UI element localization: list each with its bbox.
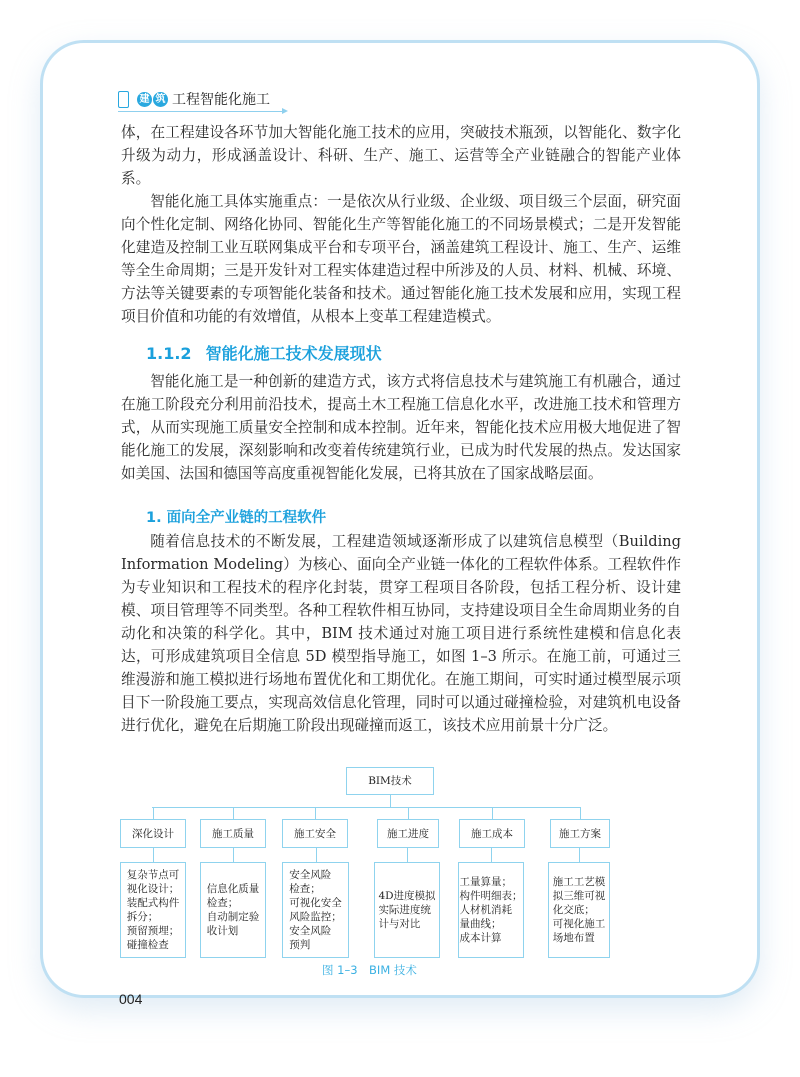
detail-line: 复杂节点可 [126,869,180,881]
detail-line: 风险监控； [289,911,342,923]
detail-box [120,862,186,958]
section-number: 1.1.2 [146,344,192,363]
detail-line: 可视化安全 [289,897,342,909]
body-text-bottom [121,530,681,737]
branch-box: 施工进度 [377,819,439,848]
detail-line: 构件明细表； [459,890,523,902]
connector-line [580,807,581,819]
page-number: 004 [119,991,143,1007]
body-text-mid [121,370,681,485]
connector-line [316,848,317,862]
detail-line: 量曲线； [459,918,502,930]
detail-line: 化交底； [552,904,595,916]
detail-line: 实际进度统 [378,904,431,916]
detail-line: 施工工艺模 [552,876,606,888]
connector-line [152,807,580,808]
detail-text [378,889,435,931]
connector-line [579,848,580,862]
connector-line [390,795,391,807]
detail-line: 拆分； [126,911,159,923]
connector-line [153,848,154,862]
detail-line: 计与对比 [378,918,421,930]
section-heading [146,342,681,366]
connector-line [492,807,493,819]
subsection-heading: 1. 面向全产业链的工程软件 [146,510,327,526]
detail-line: 场地布置 [552,932,595,944]
branch-box: 施工质量 [200,819,266,848]
detail-text [460,875,523,945]
header-badge: 建 [137,92,152,107]
detail-line: 成本计算 [459,932,502,944]
detail-line: 人材机消耗 [459,904,512,916]
diagram-root: BIM技术 [346,767,434,795]
detail-text [289,868,342,952]
detail-line: 检查； [289,883,321,895]
paragraph: 随着信息技术的不断发展，工程建造领域逐渐形成了以建筑信息模型（Building Information Modeling）为核心、面向全产业链一体化的工程软件体系。工程软件作为专业知识和工程技术的程序化封装，贯穿工程项目各阶段，包括工程分析、设计建模、项目管理等不同类型。各种工程软件相互协同，支持建设项目全生命周期业务的自动化和决策的科学化。其中，BIM 技术通过对施工项目进行系统性建模和信息化表达，可形成建筑项目全信息 5D 模型指导施工，如图 1–3 所示。在施工前，可通过三维漫游和施工模拟进行场地布置优化和工期优化。在施工期间，可实时通过模型展示项目下一阶段施工要点，实现高效信息化管理，同时可以通过碰撞检验，对建筑机电设备进行优化，避免在后期施工阶段出现碰撞而返工，该技术应用前景十分广泛。 [121,533,681,734]
figure-caption: 图 1–3 BIM 技术 [322,963,417,977]
page-body [121,121,681,1008]
connector-line [491,848,492,862]
section-title: 智能化施工技术发展现状 [205,344,382,363]
detail-line: 预判 [289,939,311,951]
detail-box [200,862,266,958]
running-header [118,88,270,110]
header-title: 工程智能化施工 [172,92,270,108]
detail-line: 拟三维可视 [552,890,606,902]
arrow-icon [282,108,288,114]
header-badge: 筑 [153,92,168,107]
detail-line: 视化设计； [126,883,180,895]
detail-line: 4D进度模拟 [378,890,436,902]
detail-line: 碰撞检查 [126,939,169,951]
bim-diagram [121,767,681,958]
detail-line: 可视化施工 [552,918,606,930]
paragraph: 智能化施工具体实施重点：一是依次从行业级、企业级、项目级三个层面，研究面向个性化定制、网络化协同、智能化生产等智能化施工的不同场景模式；二是开发智能化建造及控制工业互联网集成平台和专项平台，涵盖建筑工程设计、施工、生产、运维等全生命周期；三是开发针对工程实体建造过程中所涉及的人员、材料、机械、环境、方法等关键要素的专项智能化装备和技术。通过智能化施工技术发展和应用，实现工程项目价值和功能的有效增值，从根本上变革工程建造模式。 [121,193,681,325]
detail-text [553,875,606,945]
branch-box: 施工方案 [550,819,610,848]
branch-box: 施工安全 [282,819,348,848]
header-rule [118,111,283,112]
phone-icon [118,91,129,108]
connector-line [153,807,154,819]
connector-line [315,807,316,819]
detail-box [374,862,440,958]
detail-line: 自动制定验 [206,911,260,923]
detail-text [207,882,260,938]
branch-box: 施工成本 [459,819,525,848]
detail-line: 预留预埋； [126,925,180,937]
connector-line [407,848,408,862]
detail-line: 工量算量； [459,876,512,888]
detail-box [458,862,524,958]
body-text-top [121,121,681,328]
detail-box [282,862,349,958]
detail-box [548,862,610,958]
paragraph: 体，在工程建设各环节加大智能化施工技术的应用，突破技术瓶颈，以智能化、数字化升级为动力，形成涵盖设计、科研、生产、施工、运营等全产业链融合的智能产业体系。 [121,124,681,187]
detail-line: 安全风险 [289,869,332,881]
connector-line [233,807,234,819]
detail-line: 装配式构件 [126,897,180,909]
detail-line: 收计划 [206,925,239,937]
connector-line [233,848,234,862]
paragraph: 智能化施工是一种创新的建造方式，该方式将信息技术与建筑施工有机融合，通过在施工阶段充分利用前沿技术，提高土木工程施工信息化水平，改进施工技术和管理方式，从而实现施工质量安全控制和成本控制。近年来，智能化技术应用极大地促进了智能化施工的发展，深刻影响和改变着传统建筑行业，已成为时代发展的热点。发达国家如美国、法国和德国等高度重视智能化发展，已将其放在了国家战略层面。 [121,373,681,482]
connector-line [408,807,409,819]
detail-text [127,868,180,952]
branch-box: 深化设计 [120,819,186,848]
detail-line: 信息化质量 [206,883,260,895]
detail-line: 安全风险 [289,925,332,937]
detail-line: 检查； [206,897,239,909]
